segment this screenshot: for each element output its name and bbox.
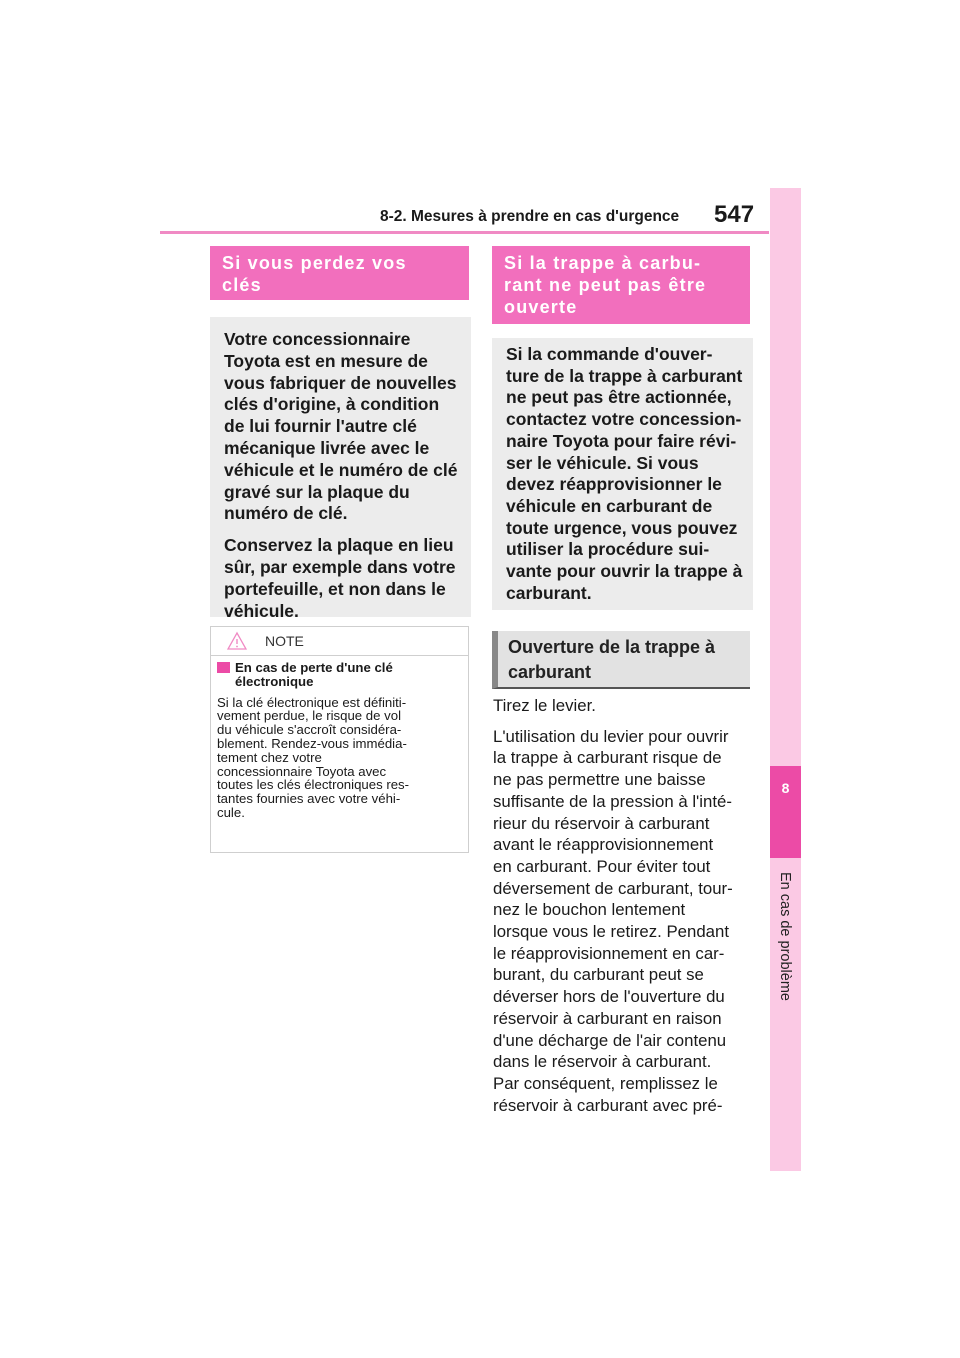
note-line: cule. (217, 804, 245, 820)
warning-triangle-icon (227, 631, 247, 651)
note-line: tement chez votre (217, 749, 322, 765)
info-line: vante pour ouvrir la trappe à (506, 561, 743, 582)
heading-line: Si la trappe à carbu- (504, 253, 702, 273)
info-line: sûr, par exemple dans votre (224, 556, 456, 577)
info-paragraph (224, 329, 457, 525)
info-line: naire Toyota pour faire révi- (506, 430, 737, 451)
info-line: portefeuille, et non dans le (224, 578, 446, 599)
heading-line: clés (222, 275, 262, 295)
info-line: ser le véhicule. Si vous (506, 452, 699, 473)
body-line: le réapprovisionnement en car- (493, 943, 725, 963)
info-line: clés d'origine, à condition (224, 394, 440, 415)
note-label: NOTE (265, 633, 304, 649)
note-subheading-line: En cas de perte d'une clé (235, 660, 393, 675)
info-line: devez réapprovisionner le (506, 474, 722, 495)
heading-line: rant ne peut pas être (504, 275, 707, 295)
info-line: vous fabriquer de nouvelles (224, 372, 457, 393)
info-line: carburant. (506, 582, 592, 603)
body-line: ne pas permettre une baisse (493, 770, 706, 790)
body-line: déverser hors de l'ouverture du (493, 987, 725, 1007)
lost-keys-info-box (210, 317, 471, 621)
body-line: rieur du réservoir à carburant (493, 813, 710, 833)
info-line: véhicule et le numéro de clé (224, 459, 458, 480)
info-line: véhicule. (224, 600, 299, 621)
body-line: lorsque vous le retirez. Pendant (493, 922, 730, 942)
note-line: Si la clé électronique est définiti- (217, 694, 407, 710)
header-rule (160, 231, 769, 234)
fuel-door-opening-subheading (492, 631, 750, 689)
step-text: Tirez le levier. (493, 696, 596, 715)
info-line: numéro de clé. (224, 503, 348, 524)
body-line: d'une décharge de l'air contenu (493, 1030, 727, 1050)
note-header (211, 627, 468, 656)
body-line: burant, du carburant peut se (493, 965, 704, 985)
note-subheading-line: électronique (235, 673, 314, 689)
info-line: Votre concessionnaire (224, 329, 411, 349)
info-line: ture de la trappe à carburant (506, 365, 743, 386)
body-line: en carburant. Pour éviter tout (493, 856, 711, 876)
info-line: Toyota est en mesure de (224, 350, 428, 371)
note-body (211, 656, 468, 820)
note-line: blement. Rendez-vous immédia- (217, 735, 407, 751)
heading-line: Si vous perdez vos (222, 253, 407, 273)
body-line: avant le réapprovisionnement (493, 835, 714, 855)
fuel-door-body (493, 695, 755, 1116)
body-line: nez le bouchon lentement (493, 900, 686, 920)
subheading-line: carburant (508, 662, 592, 682)
subheading-line: Ouverture de la trappe à (508, 637, 716, 657)
info-line: gravé sur la plaque du (224, 481, 410, 502)
chapter-title: En cas de problème (777, 872, 793, 1001)
info-line: contactez votre concession- (506, 409, 742, 430)
info-paragraph (224, 535, 457, 622)
info-line: utiliser la procédure sui- (506, 539, 710, 560)
body-line: L'utilisation du levier pour ouvrir (493, 726, 729, 746)
chapter-side-tab (770, 188, 801, 1171)
note-box (210, 626, 469, 853)
fuel-door-heading (492, 246, 750, 324)
square-bullet-icon (217, 662, 230, 673)
info-line: ne peut pas être actionnée, (506, 387, 732, 408)
note-subheading (217, 661, 464, 689)
info-line: véhicule en carburant de (506, 495, 713, 516)
lost-keys-heading (210, 246, 469, 300)
note-line: vement perdue, le risque de vol (217, 708, 402, 724)
section-title: 8-2. Mesures à prendre en cas d'urgence (380, 208, 680, 225)
body-line: réservoir à carburant avec pré- (493, 1095, 723, 1115)
note-line: tantes fournies avec votre véhi- (217, 791, 401, 807)
heading-line: ouverte (504, 297, 578, 317)
page-number: 547 (714, 201, 755, 228)
body-line: suffisante de la pression à l'inté- (493, 791, 732, 811)
body-line: Par conséquent, remplissez le (493, 1073, 718, 1093)
info-line: mécanique livrée avec le (224, 437, 430, 458)
body-line: dans le réservoir à carburant. (493, 1052, 712, 1072)
body-line: déversement de carburant, tour- (493, 878, 733, 898)
info-line: de lui fournir l'autre clé (224, 416, 417, 437)
info-line: toute urgence, vous pouvez (506, 517, 738, 538)
note-text (217, 696, 464, 820)
note-line: toutes les clés électroniques res- (217, 777, 410, 793)
body-line: la trappe à carburant risque de (493, 748, 722, 768)
body-paragraph (493, 726, 755, 1117)
info-line: Si la commande d'ouver- (506, 344, 713, 364)
info-line: Conservez la plaque en lieu (224, 535, 454, 556)
body-line: réservoir à carburant en raison (493, 1008, 722, 1028)
note-line: concessionnaire Toyota avec (217, 763, 387, 779)
chapter-number: 8 (781, 780, 790, 796)
note-line: du véhicule s'accroît considéra- (217, 722, 402, 738)
fuel-door-info-box (492, 338, 753, 610)
